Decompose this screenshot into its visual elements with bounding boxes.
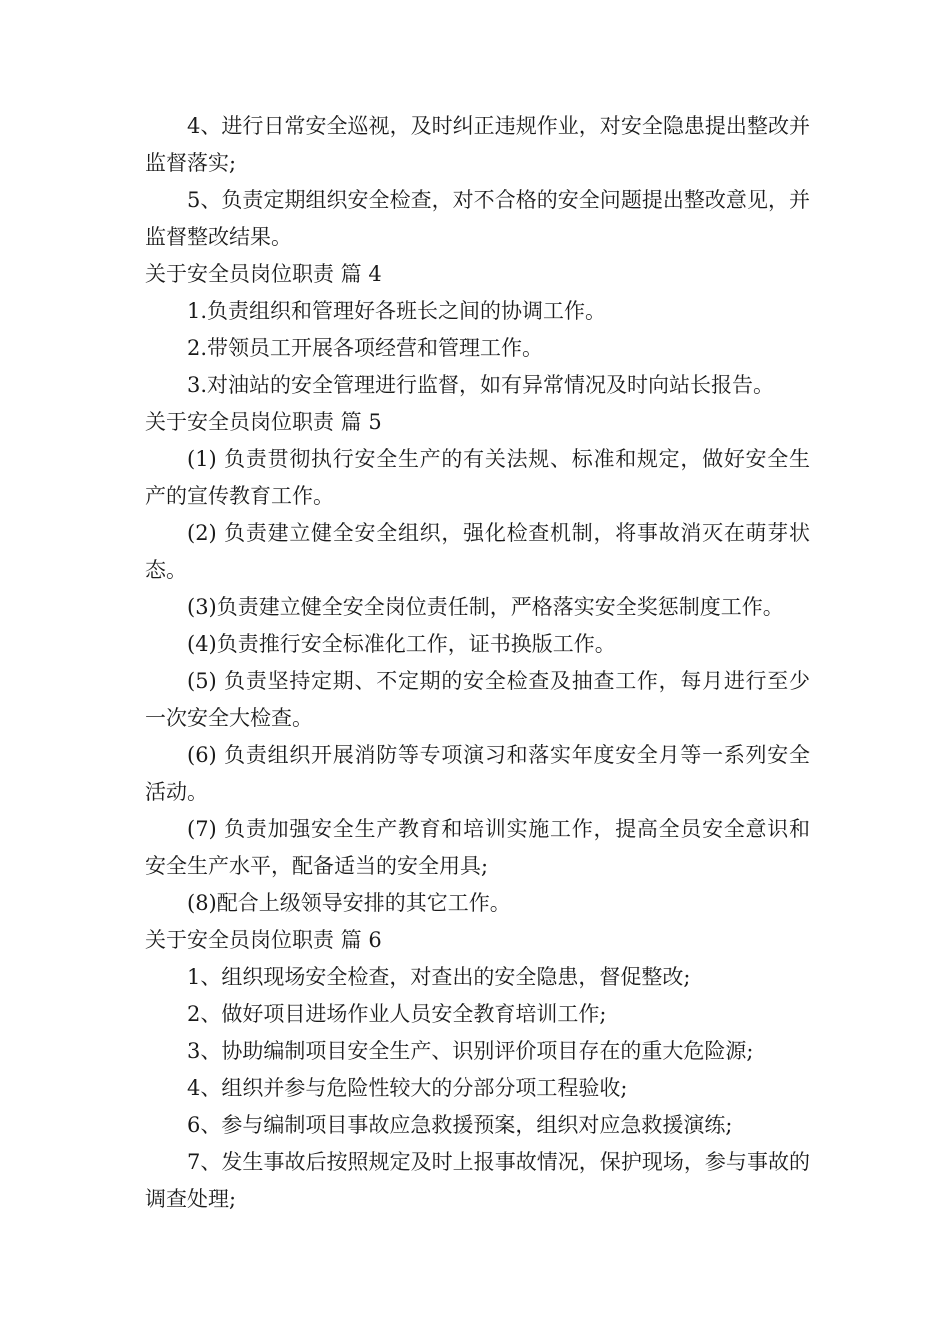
- document-body: [145, 108, 810, 1218]
- section-heading: 关于安全员岗位职责 篇 6: [145, 928, 382, 952]
- duty-item: 1.负责组织和管理好各班长之间的协调工作。: [187, 299, 607, 323]
- duty-item: 6、参与编制项目事故应急救援预案，组织对应急救援演练;: [187, 1113, 733, 1137]
- duty-item: 2、做好项目进场作业人员安全教育培训工作;: [187, 1002, 607, 1026]
- duty-item: 2.带领员工开展各项经营和管理工作。: [187, 336, 544, 360]
- duty-item: 5、负责定期组织安全检查，对不合格的安全问题提出整改意见，并监督整改结果。: [145, 188, 810, 249]
- duty-item: (8)配合上级领导安排的其它工作。: [187, 891, 511, 915]
- duty-item: 3.对油站的安全管理进行监督，如有异常情况及时向站长报告。: [187, 373, 775, 397]
- duty-item: (6) 负责组织开展消防等专项演习和落实年度安全月等一系列安全活动。: [145, 743, 810, 804]
- duty-item: 1、组织现场安全检查，对查出的安全隐患，督促整改;: [187, 965, 691, 989]
- section-heading: 关于安全员岗位职责 篇 5: [145, 410, 382, 434]
- duty-item: 4、进行日常安全巡视，及时纠正违规作业，对安全隐患提出整改并监督落实;: [145, 114, 810, 175]
- duty-item: 3、协助编制项目安全生产、识别评价项目存在的重大危险源;: [187, 1039, 754, 1063]
- duty-item: (7) 负责加强安全生产教育和培训实施工作，提高全员安全意识和安全生产水平，配备适当的安全用具;: [145, 817, 810, 878]
- section-heading: 关于安全员岗位职责 篇 4: [145, 262, 382, 286]
- duty-item: (4)负责推行安全标准化工作，证书换版工作。: [187, 632, 616, 656]
- duty-item: (5) 负责坚持定期、不定期的安全检查及抽查工作，每月进行至少一次安全大检查。: [145, 669, 810, 730]
- duty-item: 4、组织并参与危险性较大的分部分项工程验收;: [187, 1076, 628, 1100]
- duty-item: (3)负责建立健全安全岗位责任制，严格落实安全奖惩制度工作。: [187, 595, 784, 619]
- duty-item: 7、发生事故后按照规定及时上报事故情况，保护现场，参与事故的调查处理;: [145, 1150, 810, 1211]
- duty-item: (1) 负责贯彻执行安全生产的有关法规、标准和规定，做好安全生产的宣传教育工作。: [145, 447, 810, 508]
- duty-item: (2) 负责建立健全安全组织，强化检查机制，将事故消灭在萌芽状态。: [145, 521, 810, 582]
